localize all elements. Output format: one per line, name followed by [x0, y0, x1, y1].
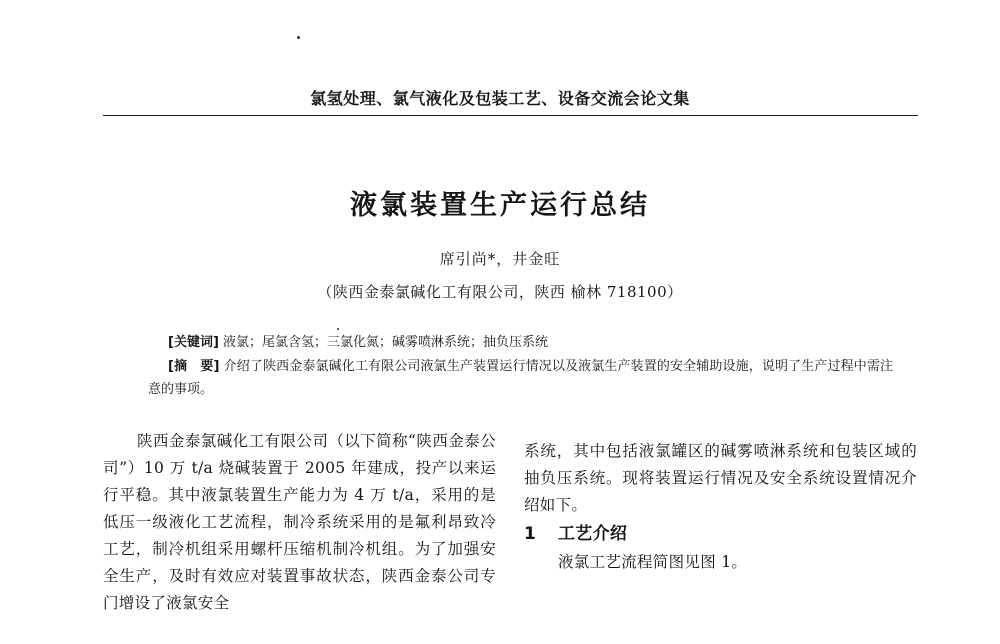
section-paragraph: 液氯工艺流程简图见图 1。 — [558, 553, 748, 571]
scan-speck — [297, 36, 300, 39]
section-number: 1 — [524, 524, 537, 544]
body-column-left — [103, 428, 496, 617]
section-title: 工艺介绍 — [558, 524, 628, 544]
abstract-label: [摘 要] — [168, 359, 220, 374]
affiliation: （陕西金泰氯碱化工有限公司，陕西 榆林 718100） — [317, 283, 683, 301]
keywords-text: 液氯；尾氯含氢；三氯化氮；碱雾喷淋系统；抽负压系统 — [223, 335, 549, 350]
header-rule — [103, 115, 918, 116]
keywords-label: [关键词] — [168, 335, 219, 350]
running-header: 氯氢处理、氯气液化及包装工艺、设备交流会论文集 — [310, 89, 690, 108]
abstract-text: 介绍了陕西金泰氯碱化工有限公司液氯生产装置运行情况以及液氯生产装置的安全辅助设施，说明了生产过程中需注意的事项。 — [148, 359, 893, 397]
authors: 席引尚*，井金旺 — [439, 250, 561, 268]
section-heading — [524, 519, 917, 549]
keywords — [168, 333, 898, 353]
abstract — [148, 355, 893, 401]
body-paragraph-left: 陕西金泰氯碱化工有限公司（以下简称“陕西金泰公司”）10 万 t/a 烧碱装置于 2005 年建成，投产以来运行平稳。其中液氯装置生产能力为 4 万 t/a，采用的是低压一级液化工艺流程，制冷系统采用的是氟利昂致冷工艺，制冷机组采用螺杆压缩机制冷机组。为了加强安全生产，及时有效应对装置事故状态，陕西金泰公司专门增设了液氯安全 — [103, 432, 496, 612]
scan-speck — [337, 328, 339, 330]
body-column-right — [524, 438, 917, 576]
paper-title: 液氯装置生产运行总结 — [350, 190, 650, 221]
body-paragraph-right: 系统，其中包括液氯罐区的碱雾喷淋系统和包装区域的抽负压系统。现将装置运行情况及安全系统设置情况介绍如下。 — [524, 442, 917, 514]
